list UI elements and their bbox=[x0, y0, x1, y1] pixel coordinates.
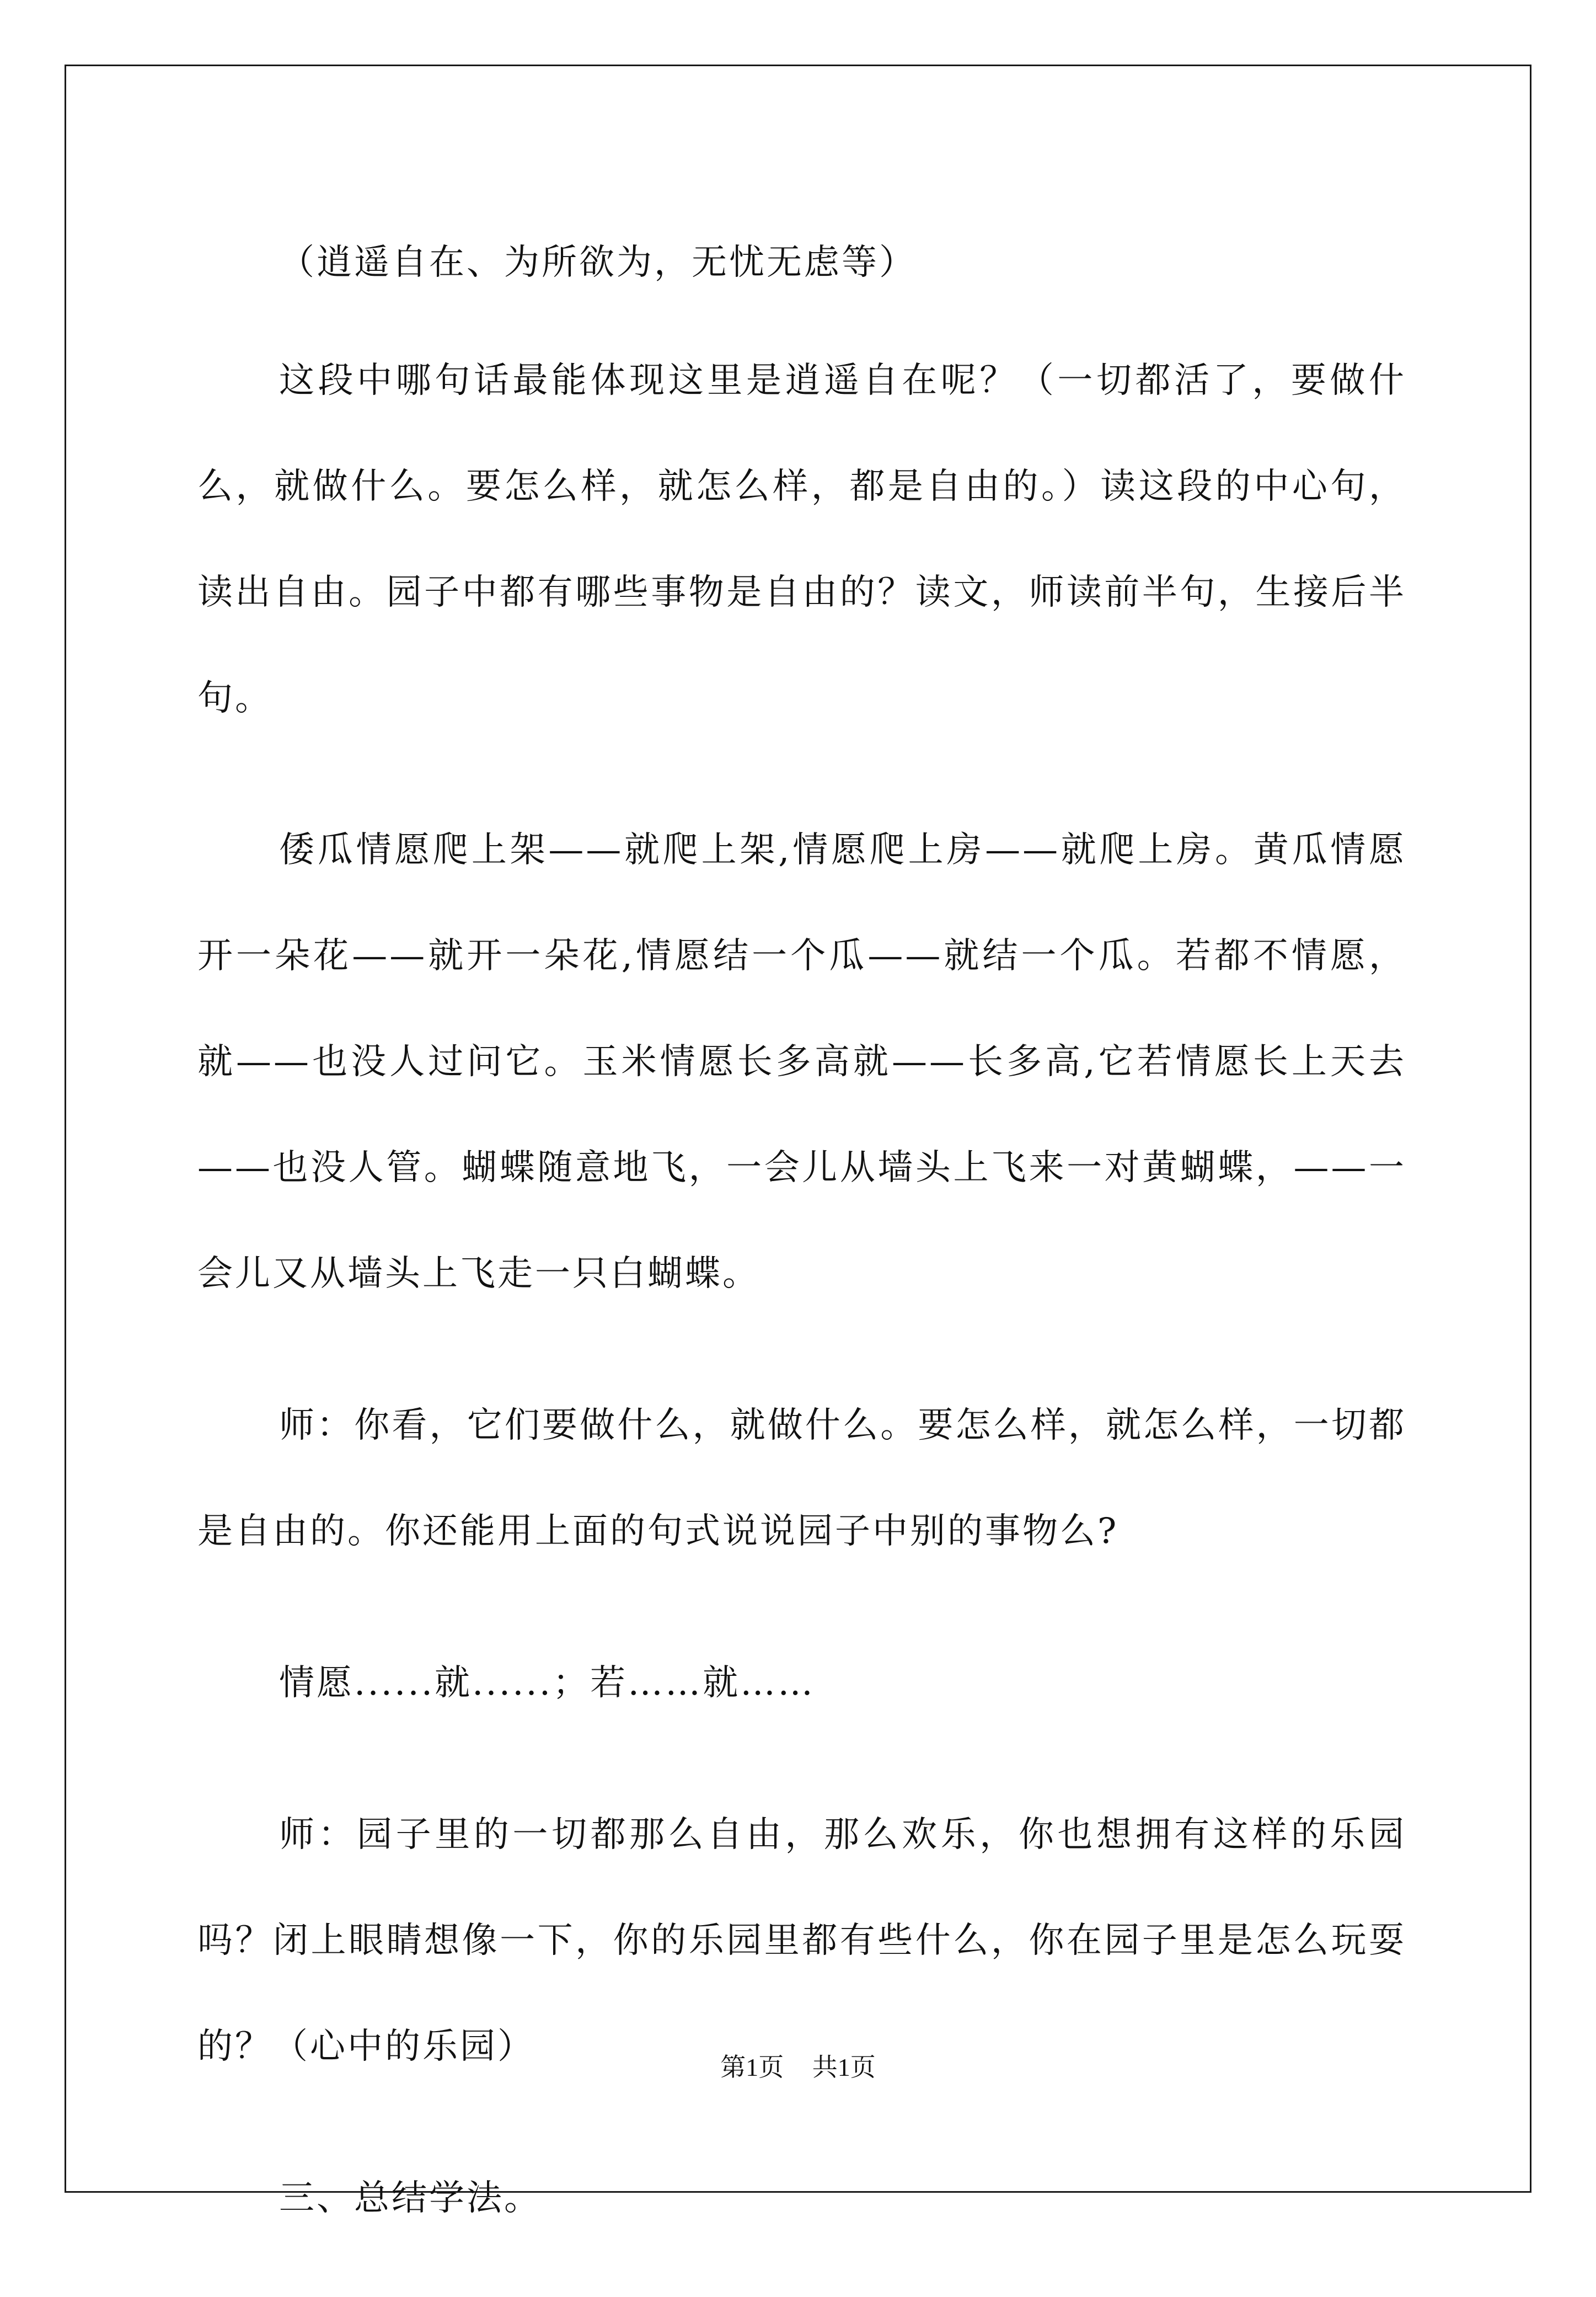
page-footer bbox=[0, 2051, 1596, 2084]
paragraph-7: 三、总结学法。 bbox=[279, 2178, 542, 2219]
document-body bbox=[197, 210, 1406, 2297]
page-total: 共1页 bbox=[812, 2053, 876, 2081]
page-number: 第1页 bbox=[720, 2053, 784, 2081]
paragraph-2: 这段中哪句话最能体现这里是逍遥自在呢？（一切都活了，要做什么，就做什么。要怎么样，就怎么样，都是自由的。）读这段的中心句，读出自由。园子中都有哪些事物是自由的？读文，师读前半句，生接后半句。 bbox=[197, 360, 1406, 719]
paragraph-4: 师：你看，它们要做什么，就做什么。要怎么样，就怎么样，一切都是自由的。你还能用上面的句式说说园子中别的事物么? bbox=[197, 1405, 1406, 1552]
paragraph-5: 情愿......就......；若……就…… bbox=[279, 1663, 816, 1703]
paragraph-3: 倭瓜情愿爬上架——就爬上架,情愿爬上房——就爬上房。黄瓜情愿开一朵花——就开一朵花,情愿结一个瓜——就结一个瓜。若都不情愿，就——也没人过问它。玉米情愿长多高就——长多高,它若情愿长上天去——也没人管。蝴蝶随意地飞，一会儿从墙头上飞来一对黄蝴蝶，——一会儿又从墙头上飞走一只白蝴蝶。 bbox=[197, 830, 1406, 1294]
paragraph-1: （逍遥自在、为所欲为，无忧无虑等） bbox=[279, 242, 917, 283]
paragraph-6: 师：园子里的一切都那么自由，那么欢乐，你也想拥有这样的乐园吗？闭上眼睛想像一下，你的乐园里都有些什么，你在园子里是怎么玩耍的？（心中的乐园） bbox=[197, 1814, 1406, 2067]
